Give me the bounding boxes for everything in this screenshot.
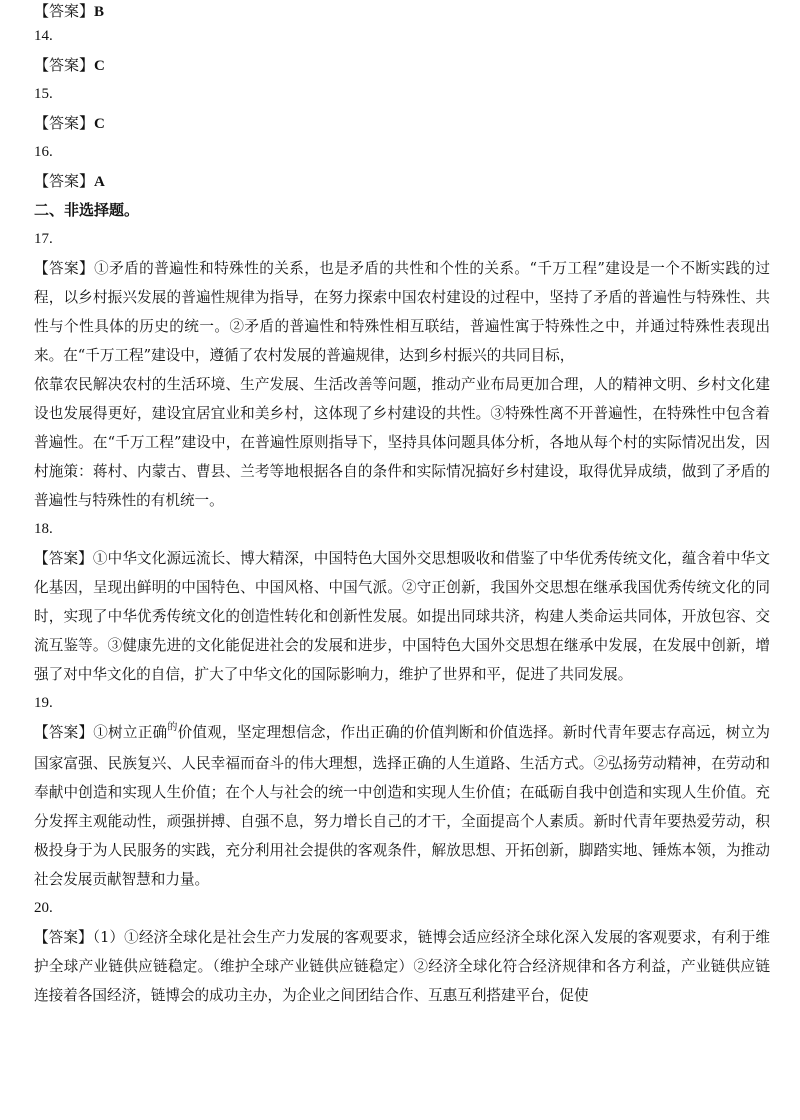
answer-paragraph-18 [34,544,770,689]
answer-tag: 【答案】 [34,2,95,20]
answer-letter: A [94,174,105,190]
answer-letter: B [94,4,105,20]
answer-row-13 [34,0,770,22]
answer-letter: C [94,116,105,132]
answer-row-16 [34,167,770,196]
question-number-14: 14. [34,28,53,44]
question-number-20: 20. [34,900,53,916]
question-number-16: 16. [34,144,53,160]
answer-row-15 [34,109,770,138]
question-number-18: 18. [34,521,53,537]
superscript-char: 的 [167,722,178,733]
answer-text: ①矛盾的普遍性和特殊性的关系，也是矛盾的共性和个性的关系。“千万工程”建设是一个不断实践的过程，以乡村振兴发展的普遍性规律为指导，在努力探索中国农村建设的过程中，坚持了矛盾的普遍性与特殊性、共性与个性具体的历史的统一。②矛盾的普遍性和特殊性相互联结，普遍性寓于特殊性之中，并通过特殊性表现出来。在“千万工程”建设中，遵循了农村发展的普遍规律，达到乡村振兴的共同目标， [34,260,770,364]
answer-tag: 【答案】 [34,929,93,946]
question-number-15: 15. [34,86,53,102]
answer-tag: 【答案】 [34,724,94,741]
answer-text: 价值观，坚定理想信念，作出正确的价值判断和价值选择。新时代青年要志存高远，树立为国家富强、民族复兴、人民幸福而奋斗的伟大理想，选择正确的人生道路、生活方式。②弘扬劳动精神，在劳动和奉献中创造和实现人生价值；在个人与社会的统一中创造和实现人生价值；在砥砺自我中创造和实现人生价值。充分发挥主观能动性，顽强拼搏、自强不息，努力增长自己的才干，全面提高个人素质。新时代青年要热爱劳动，积极投身于为人民服务的实践，充分利用社会提供的客观条件，解放思想、开拓创新，脚踏实地、锤炼本领，为推动社会发展贡献智慧和力量。 [34,724,770,888]
answer-tag: 【答案】 [34,114,95,132]
answer-tag: 【答案】 [34,56,95,74]
answer-row-14 [34,51,770,80]
answer-tag: 【答案】 [34,550,93,567]
answer-paragraph-19 [34,718,770,894]
question-number-19: 19. [34,695,53,711]
answer-tag: 【答案】 [34,260,95,277]
answer-paragraph-17a [34,254,770,370]
answer-tag: 【答案】 [34,172,95,190]
answer-paragraph-17b: 依靠农民解决农村的生活环境、生产发展、生活改善等问题，推动产业布局更加合理，人的精神文明、乡村文化建设也发展得更好，建设宜居宜业和美乡村，这体现了乡村建设的共性。③特殊性离不开普遍性，在特殊性中包含着普遍性。在“千万工程”建设中，在普遍性原则指导下，坚持具体问题具体分析，各地从每个村的实际情况出发，因村施策：蒋村、内蒙古、曹县、兰考等地根据各自的条件和实际情况搞好乡村建设，取得优异成绩，做到了矛盾的普遍性与特殊性的有机统一。 [34,376,770,509]
answer-page [34,0,770,1010]
answer-text: （1）①经济全球化是社会生产力发展的客观要求，链博会适应经济全球化深入发展的客观要求，有利于维护全球产业链供应链稳定。（维护全球产业链供应链稳定）②经济全球化符合经济规律和各方利益，产业链供应链连接着各国经济，链博会的成功主办，为企业之间团结合作、互惠互利搭建平台，促使 [34,929,770,1004]
answer-paragraph-20 [34,923,770,1010]
section-heading: 二、非选择题。 [34,201,140,219]
answer-text: ①中华文化源远流长、博大精深，中国特色大国外交思想吸收和借鉴了中华优秀传统文化，蕴含着中华文化基因，呈现出鲜明的中国特色、中国风格、中国气派。②守正创新，我国外交思想在继承我国优秀传统文化的同时，实现了中华优秀传统文化的创造性转化和创新性发展。如提出同球共济，构建人类命运共同体，开放包容、交流互鉴等。③健康先进的文化能促进社会的发展和进步，中国特色大国外交思想在继承中发展，在发展中创新，增强了对中华文化的自信，扩大了中华文化的国际影响力，维护了世界和平，促进了共同发展。 [34,550,770,683]
answer-lead: ①树立正确 [93,724,168,741]
answer-letter: C [94,58,105,74]
question-number-17: 17. [34,231,53,247]
